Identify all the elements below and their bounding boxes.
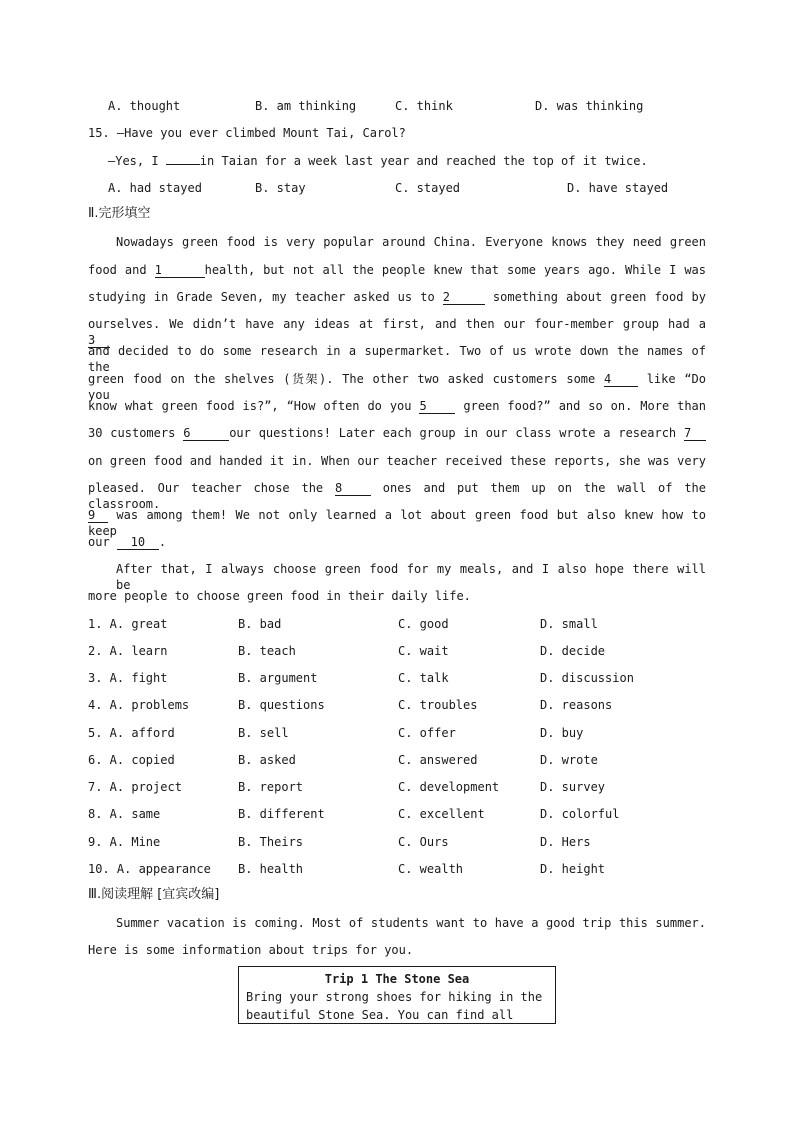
q15-option-d: D. have stayed: [567, 181, 669, 195]
cloze-blank-5: 5: [419, 399, 455, 414]
q14-option-a: A. thought: [108, 99, 181, 113]
cloze-line-10: pleased. Our teacher chose the 8 ones and put them up on the wall of the classroom.: [88, 481, 707, 511]
cloze-line-6: green food on the shelves (货架). The other two asked customers some 4 like “Do you: [88, 372, 706, 402]
cloze-line-3: studying in Grade Seven, my teacher asked us to 2 something about green food by: [88, 290, 706, 304]
cloze-blank-1: 1: [155, 263, 205, 278]
q15-option-b: B. stay: [255, 181, 306, 195]
cloze-q7-option-d: D. survey: [540, 780, 606, 794]
trip1-box: [238, 966, 556, 1024]
cloze-line-11: 9 was among them! We not only learned a lot about green food but also knew how to keep: [88, 508, 706, 538]
cloze-q2-option-a: 2. A. learn: [88, 644, 168, 658]
trip1-title: Trip 1 The Stone Sea: [324, 972, 470, 986]
cloze-q9-option-c: C. Ours: [398, 835, 449, 849]
cloze-q6-option-b: B. asked: [238, 753, 296, 767]
cloze-q10-option-d: D. height: [540, 862, 606, 876]
cloze-q8-option-c: C. excellent: [398, 807, 485, 821]
trip1-line-1: Bring your strong shoes for hiking in the: [246, 990, 543, 1004]
cloze-q5-option-a: 5. A. afford: [88, 726, 175, 740]
cloze-line-9: on green food and handed it in. When our teacher received these reports, she was very: [88, 454, 706, 468]
q15-reply: —Yes, I in Taian for a week last year and reached the top of it twice.: [108, 154, 648, 168]
cloze-q2-option-c: C. wait: [398, 644, 449, 658]
cloze-q8-option-b: B. different: [238, 807, 325, 821]
cloze-q1-option-d: D. small: [540, 617, 598, 631]
cloze-blank-3: 3: [88, 333, 110, 348]
cloze-line-7: know what green food is?”, “How often do you 5 green food?” and so on. More than: [88, 399, 706, 413]
cloze-q2-option-b: B. teach: [238, 644, 296, 658]
cloze-line-1: Nowadays green food is very popular around China. Everyone knows they need green: [116, 235, 706, 249]
cloze-line-8: 30 customers 6 our questions! Later each group in our class wrote a research 7: [88, 425, 706, 441]
cloze-q3-option-d: D. discussion: [540, 671, 634, 685]
cloze-q9-option-a: 9. A. Mine: [88, 835, 161, 849]
q14-option-d: D. was thinking: [535, 99, 644, 113]
cloze-q4-option-a: 4. A. problems: [88, 698, 190, 712]
cloze-q3-option-c: C. talk: [398, 671, 449, 685]
cloze-q5-option-d: D. buy: [540, 726, 584, 740]
cloze-q7-option-a: 7. A. project: [88, 780, 182, 794]
cloze-q1-option-b: B. bad: [238, 617, 282, 631]
cloze-line-13: After that, I always choose green food for my meals, and I also hope there will be: [116, 562, 706, 592]
cloze-q1-option-c: C. good: [398, 617, 449, 631]
cloze-q8-option-a: 8. A. same: [88, 807, 161, 821]
section3-title: Ⅲ.阅读理解 [宜宾改编]: [88, 887, 220, 902]
cloze-blank-4: 4: [604, 372, 638, 387]
cloze-q4-option-d: D. reasons: [540, 698, 613, 712]
cloze-q3-option-b: B. argument: [238, 671, 318, 685]
section2-title: Ⅱ.完形填空: [88, 206, 151, 221]
cloze-line-5: and decided to do some research in a supermarket. Two of us wrote down the names of the: [88, 344, 706, 374]
cloze-q9-option-d: D. Hers: [540, 835, 591, 849]
cloze-q9-option-b: B. Theirs: [238, 835, 304, 849]
q15-blank: [166, 164, 200, 165]
cloze-q10-option-a: 10. A. appearance: [88, 862, 211, 876]
cloze-q10-option-c: C. wealth: [398, 862, 464, 876]
cloze-blank-2: 2: [443, 290, 485, 305]
cloze-q7-option-b: B. report: [238, 780, 304, 794]
cloze-line-2: food and 1 health, but not all the people knew that some years ago. While I was: [88, 263, 706, 277]
q14-option-b: B. am thinking: [255, 99, 357, 113]
cloze-line-14: more people to choose green food in their daily life.: [88, 589, 471, 603]
cloze-line-12: our 10 .: [88, 535, 167, 549]
q14-option-c: C. think: [395, 99, 453, 113]
cloze-blank-10: 10: [117, 535, 159, 550]
cloze-q5-option-c: C. offer: [398, 726, 456, 740]
cloze-q1-option-a: 1. A. great: [88, 617, 168, 631]
reading-intro-line-2: Here is some information about trips for you.: [88, 943, 414, 957]
cloze-q10-option-b: B. health: [238, 862, 304, 876]
cloze-q6-option-d: D. wrote: [540, 753, 598, 767]
cloze-blank-6: 6: [183, 426, 229, 441]
cloze-blank-7: 7: [684, 426, 706, 441]
trip1-line-2: beautiful Stone Sea. You can find all: [246, 1008, 514, 1022]
cloze-q4-option-c: C. troubles: [398, 698, 478, 712]
q15-option-c: C. stayed: [395, 181, 461, 195]
cloze-q7-option-c: C. development: [398, 780, 500, 794]
cloze-q5-option-b: B. sell: [238, 726, 289, 740]
q15-question: 15. —Have you ever climbed Mount Tai, Carol?: [88, 126, 406, 140]
reading-intro-line-1: Summer vacation is coming. Most of students want to have a good trip this summer.: [116, 916, 706, 930]
cloze-q3-option-a: 3. A. fight: [88, 671, 168, 685]
cloze-q8-option-d: D. colorful: [540, 807, 620, 821]
cloze-blank-9: 9: [88, 508, 108, 523]
cloze-q6-option-c: C. answered: [398, 753, 478, 767]
q15-option-a: A. had stayed: [108, 181, 202, 195]
cloze-line-4: ourselves. We didn’t have any ideas at first, and then our four-member group had a 3: [88, 317, 706, 347]
cloze-blank-8: 8: [335, 481, 371, 496]
cloze-q4-option-b: B. questions: [238, 698, 325, 712]
cloze-q2-option-d: D. decide: [540, 644, 606, 658]
cloze-q6-option-a: 6. A. copied: [88, 753, 175, 767]
